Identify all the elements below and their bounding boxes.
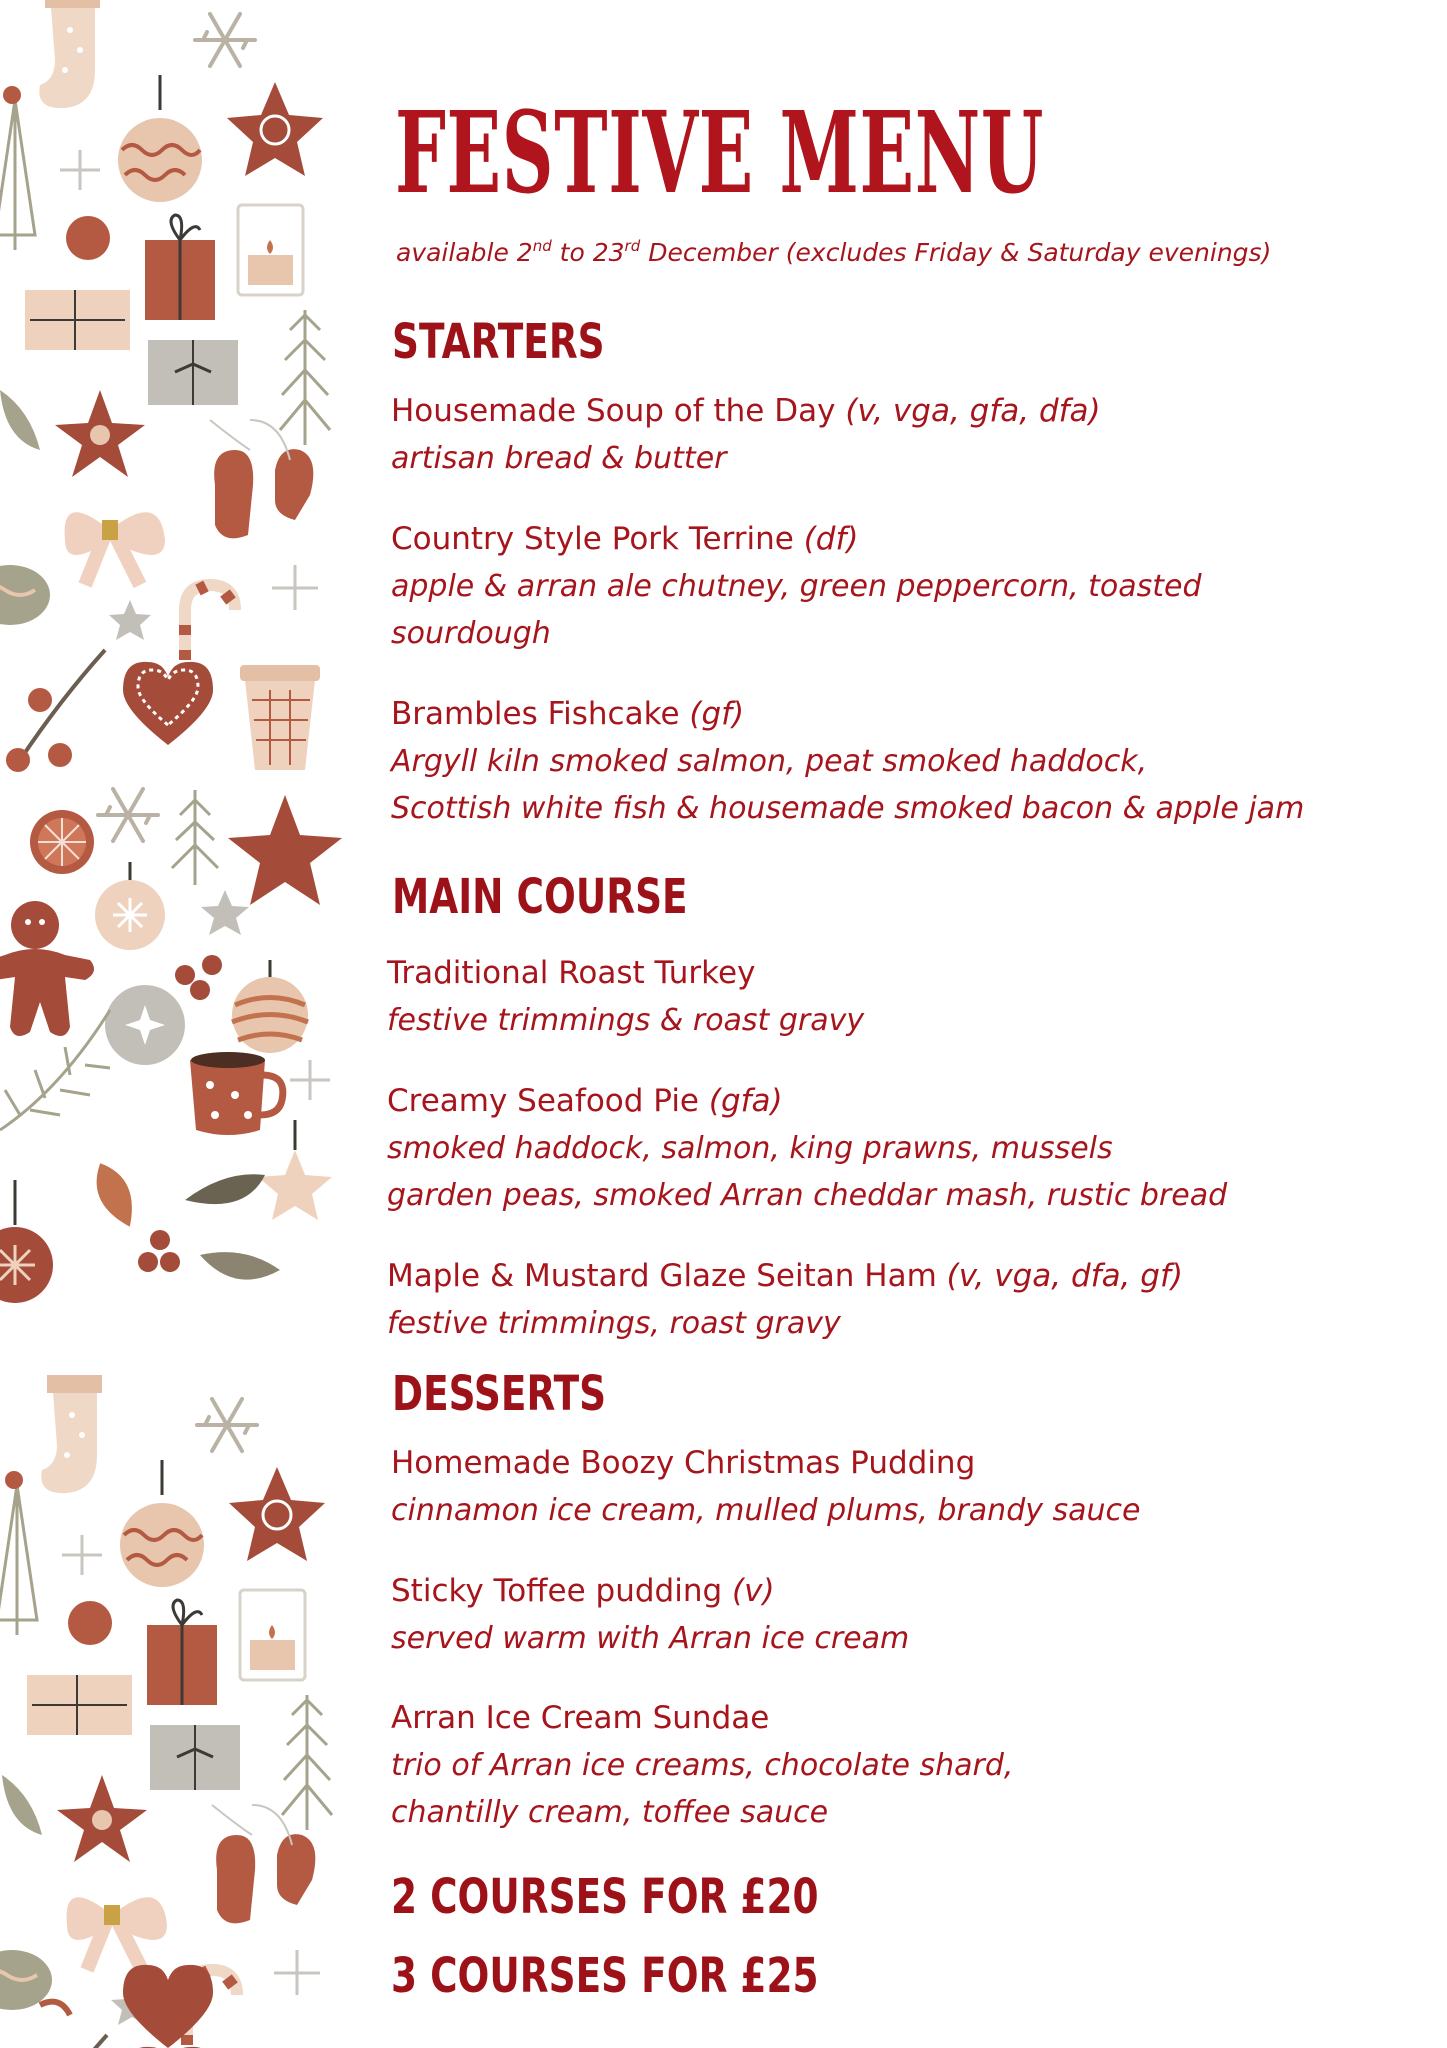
- section-heading-desserts: DESSERTS: [392, 1366, 607, 1422]
- price-three-courses: 3 COURSES FOR £25: [391, 1948, 819, 2004]
- menu-availability: available 2nd to 23rd December (excludes Friday & Saturday evenings): [396, 237, 1272, 267]
- dish-name: Brambles Fishcake: [391, 696, 690, 732]
- dish-name: Homemade Boozy Christmas Pudding: [391, 1445, 976, 1481]
- dish-description: apple & arran ale chutney, green peppercorn, toasted: [391, 569, 1202, 604]
- dish-description: festive trimmings & roast gravy: [387, 1003, 865, 1038]
- dish-name: Arran Ice Cream Sundae: [391, 1700, 770, 1736]
- dish-description: sourdough: [391, 616, 551, 651]
- dish-name: Country Style Pork Terrine: [391, 521, 804, 557]
- dish-name: Maple & Mustard Glaze Seitan Ham: [387, 1258, 947, 1294]
- dish-description: garden peas, smoked Arran cheddar mash, rustic bread: [387, 1178, 1228, 1213]
- dish-roast-turkey: [387, 950, 864, 1044]
- dish-description: chantilly cream, toffee sauce: [391, 1795, 829, 1830]
- price-two-courses: 2 COURSES FOR £20: [391, 1869, 819, 1925]
- dietary-tags: (df): [803, 521, 859, 557]
- dish-description: served warm with Arran ice cream: [391, 1621, 910, 1656]
- dish-description: smoked haddock, salmon, king prawns, mussels: [387, 1131, 1113, 1166]
- dietary-tags: (gf): [689, 696, 745, 732]
- section-heading-starters: STARTERS: [392, 314, 605, 370]
- dish-description: Scottish white fish & housemade smoked bacon & apple jam: [391, 791, 1305, 826]
- dish-name: Sticky Toffee pudding: [391, 1573, 732, 1609]
- dish-ice-cream-sundae: [391, 1695, 1013, 1836]
- dietary-tags: (v, vga, gfa, dfa): [845, 393, 1101, 429]
- dish-name: Housemade Soup of the Day: [391, 393, 846, 429]
- dietary-tags: (v): [732, 1573, 775, 1609]
- section-heading-main-course: MAIN COURSE: [392, 869, 688, 925]
- dish-seafood-pie: [387, 1078, 1227, 1219]
- dish-sticky-toffee-pudding: [391, 1568, 909, 1662]
- dish-pork-terrine: [391, 516, 1202, 657]
- dish-name: Traditional Roast Turkey: [387, 955, 756, 991]
- dish-seitan-ham: [387, 1253, 1183, 1347]
- menu-title: FESTIVE MENU: [395, 88, 1045, 219]
- dish-description: trio of Arran ice creams, chocolate shard,: [391, 1748, 1014, 1783]
- dietary-tags: (v, vga, dfa, gf): [946, 1258, 1183, 1294]
- dish-name: Creamy Seafood Pie: [387, 1083, 709, 1119]
- dish-description: festive trimmings, roast gravy: [387, 1306, 841, 1341]
- dish-soup: [391, 388, 1101, 482]
- dish-description: cinnamon ice cream, mulled plums, brandy sauce: [391, 1493, 1141, 1528]
- dietary-tags: (gfa): [708, 1083, 783, 1119]
- dish-description: Argyll kiln smoked salmon, peat smoked haddock,: [391, 744, 1148, 779]
- dish-fishcake: [391, 691, 1304, 832]
- dish-christmas-pudding: [391, 1440, 1141, 1534]
- dish-description: artisan bread & butter: [391, 441, 727, 476]
